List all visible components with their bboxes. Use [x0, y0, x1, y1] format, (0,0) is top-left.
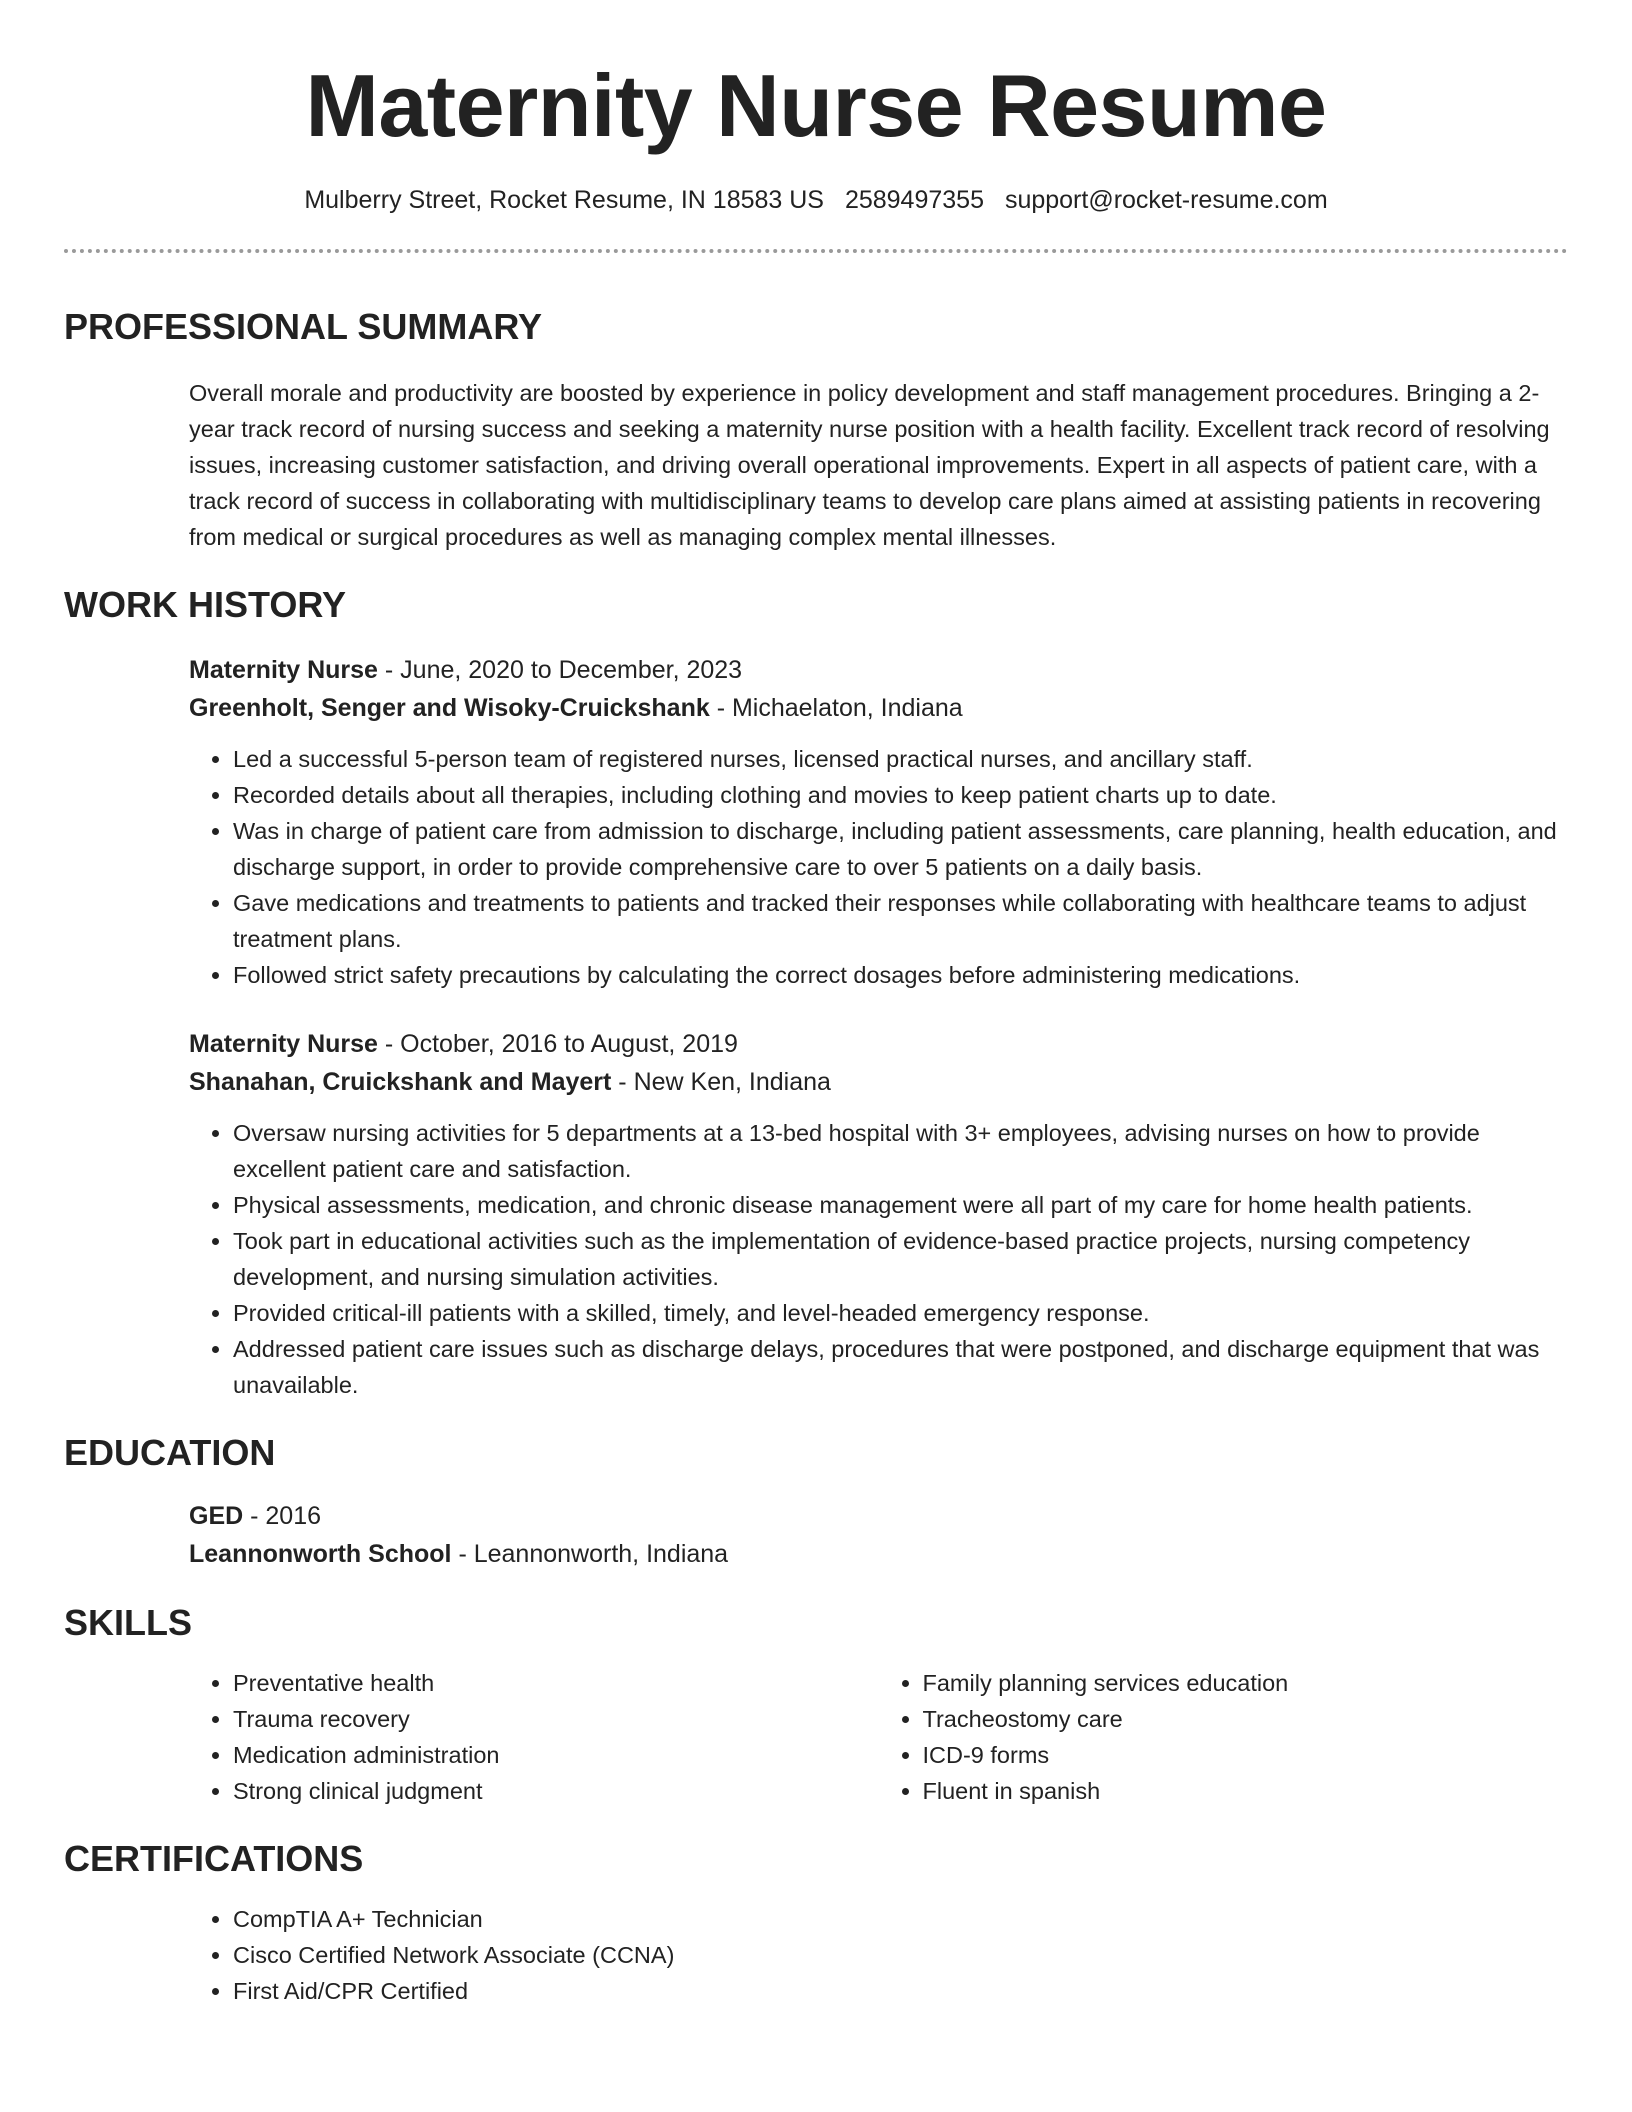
education-location: - Leannonworth, Indiana: [451, 1540, 729, 1568]
skill-item: • Medication administration: [233, 1737, 879, 1773]
contact-line: [64, 184, 1568, 216]
skills-section: [64, 1601, 1568, 1809]
job-dates: - June, 2020 to December, 2023: [377, 656, 743, 684]
certification-item: • CompTIA A+ Technician: [233, 1901, 1568, 1937]
job-title-line: [189, 1025, 1568, 1063]
education-year: - 2016: [243, 1502, 322, 1530]
certifications-list: [189, 1901, 1568, 2009]
list-item: • Physical assessments, medication, and chronic disease management were all part of my care for home health patients.: [233, 1187, 1568, 1223]
list-item: • Led a successful 5-person team of registered nurses, licensed practical nurses, and ancillary staff.: [233, 741, 1568, 777]
job-company-line: [189, 689, 1568, 727]
work-history-section: [64, 583, 1568, 1403]
certifications-section: [64, 1837, 1568, 2009]
list-item: • Addressed patient care issues such as discharge delays, procedures that were postponed, and discharge equipment that was unavailable.: [233, 1331, 1568, 1403]
header-divider: [64, 249, 1568, 253]
job-company: Greenholt, Senger and Wisoky-Cruickshank: [189, 694, 710, 722]
list-item: • Took part in educational activities such as the implementation of evidence-based practice projects, nursing competency development, and nursing simulation activities.: [233, 1223, 1568, 1295]
certification-item: • Cisco Certified Network Associate (CCNA): [233, 1937, 1568, 1973]
job-bullets: [189, 1115, 1568, 1403]
list-item: • Oversaw nursing activities for 5 departments at a 13-bed hospital with 3+ employees, advising nurses on how to provide excellent patient care and satisfaction.: [233, 1115, 1568, 1187]
skills-heading: SKILLS: [64, 1602, 193, 1643]
certifications-heading: CERTIFICATIONS: [64, 1838, 364, 1879]
education-section: [64, 1431, 1568, 1573]
job-company: Shanahan, Cruickshank and Mayert: [189, 1068, 612, 1096]
education-heading: EDUCATION: [64, 1432, 276, 1473]
job-title-line: [189, 651, 1568, 689]
skill-item: • Family planning services education: [923, 1665, 1569, 1701]
job-dates: - October, 2016 to August, 2019: [377, 1030, 738, 1058]
contact-phone[interactable]: 2589497355: [844, 186, 984, 214]
skills-list-right: [879, 1665, 1569, 1809]
summary-heading: PROFESSIONAL SUMMARY: [64, 306, 543, 347]
job-location: - Michaelaton, Indiana: [709, 694, 963, 722]
resume-title: Maternity Nurse Resume: [305, 56, 1327, 155]
education-school-line: [189, 1535, 1568, 1573]
list-item: • Provided critical-ill patients with a skilled, timely, and level-headed emergency response.: [233, 1295, 1568, 1331]
list-item: • Gave medications and treatments to patients and tracked their responses while collaborating with healthcare teams to adjust treatment plans.: [233, 885, 1568, 957]
work-history-heading: WORK HISTORY: [64, 584, 347, 625]
job-role: Maternity Nurse: [189, 656, 378, 684]
job-company-line: [189, 1063, 1568, 1101]
skill-item: • Strong clinical judgment: [233, 1773, 879, 1809]
skill-item: • Preventative health: [233, 1665, 879, 1701]
contact-email[interactable]: support@rocket-resume.com: [1004, 186, 1328, 214]
education-degree-line: [189, 1497, 1568, 1535]
skill-item: • Tracheostomy care: [923, 1701, 1569, 1737]
job-bullets: [189, 741, 1568, 993]
skill-item: • Fluent in spanish: [923, 1773, 1569, 1809]
skill-item: • ICD-9 forms: [923, 1737, 1569, 1773]
job-location: - New Ken, Indiana: [611, 1068, 831, 1096]
list-item: • Followed strict safety precautions by calculating the correct dosages before administering medications.: [233, 957, 1568, 993]
job-entry: [189, 651, 1568, 727]
list-item: • Recorded details about all therapies, including clothing and movies to keep patient charts up to date.: [233, 777, 1568, 813]
summary-section: [64, 305, 1568, 555]
list-item: • Was in charge of patient care from admission to discharge, including patient assessments, care planning, health education, and discharge support, in order to provide comprehensive care to over 5 patients on a daily basis.: [233, 813, 1568, 885]
skill-item: • Trauma recovery: [233, 1701, 879, 1737]
education-school: Leannonworth School: [189, 1540, 452, 1568]
skills-list-left: [189, 1665, 879, 1809]
education-degree: GED: [189, 1502, 244, 1530]
job-entry: [189, 1025, 1568, 1101]
certification-item: • First Aid/CPR Certified: [233, 1973, 1568, 2009]
contact-address: Mulberry Street, Rocket Resume, IN 18583 US: [304, 186, 824, 214]
job-role: Maternity Nurse: [189, 1030, 378, 1058]
summary-text: Overall morale and productivity are boosted by experience in policy development and staff management procedures. Bringing a 2-year track record of nursing success and seeking a maternity nurse position with a health facility. Excellent track record of resolving issues, increasing customer satisfaction, and driving overall operational improvements. Expert in all aspects of patient care, with a track record of success in collaborating with multidisciplinary teams to develop care plans aimed at assisting patients in recovering from medical or surgical procedures as well as managing complex mental illnesses.: [189, 380, 1550, 550]
